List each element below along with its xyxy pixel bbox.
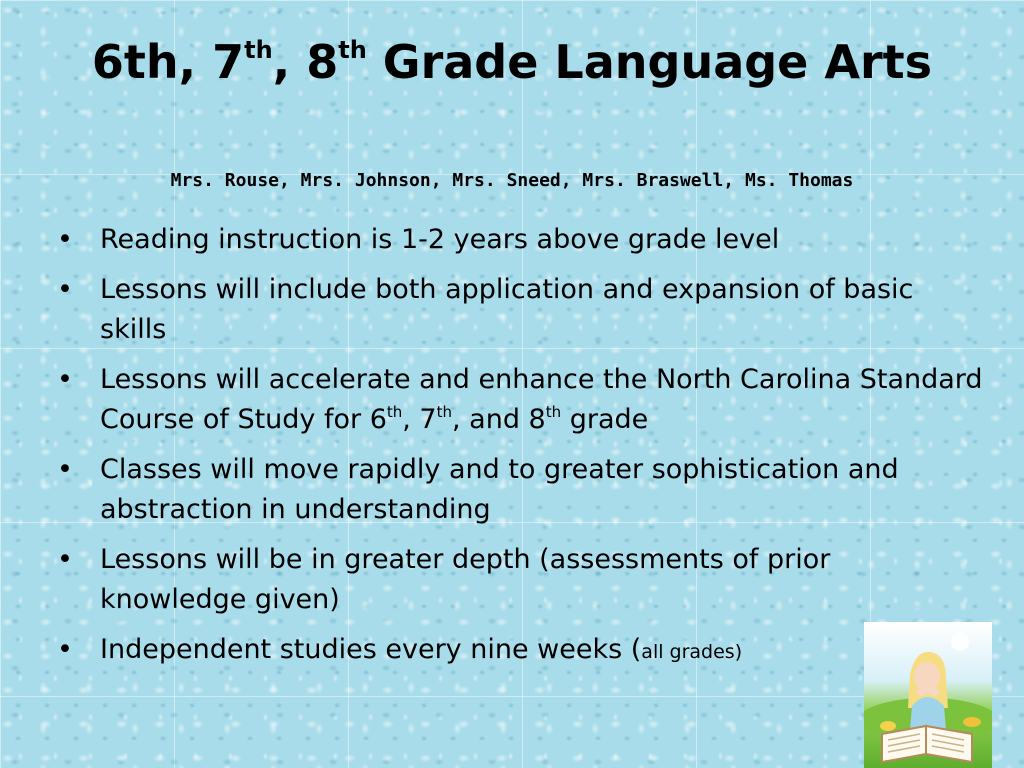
girl-reading-icon xyxy=(864,622,992,768)
bullet-item: • Independent studies every nine weeks (all grades) xyxy=(55,630,985,672)
bullet-glyph: • xyxy=(57,224,73,255)
bullet-item: • Lessons will accelerate and enhance the North Carolina Standard Course of Study for 6th, 7th, and 8th grade xyxy=(55,360,985,440)
bullet-list xyxy=(55,220,985,682)
bullet-item: • Lessons will include both application and expansion of basic skills xyxy=(55,270,985,350)
bullet-item: • Reading instruction is 1-2 years above grade level xyxy=(55,220,985,260)
bullet-glyph: • xyxy=(57,364,73,395)
bullet-glyph: • xyxy=(57,274,73,305)
bullet-item: • Classes will move rapidly and to greater sophistication and abstraction in understanding xyxy=(55,450,985,530)
bullet-glyph: • xyxy=(57,454,73,485)
bullet-glyph: • xyxy=(57,634,73,665)
slide-title: 6th, 7th, 8th Grade Language Arts xyxy=(91,35,933,89)
girl-reading-book-illustration xyxy=(864,622,992,768)
bullet-glyph: • xyxy=(57,544,73,575)
teacher-names: Mrs. Rouse, Mrs. Johnson, Mrs. Sneed, Mrs. Braswell, Ms. Thomas xyxy=(170,170,854,191)
bullet-item: • Lessons will be in greater depth (assessments of prior knowledge given) xyxy=(55,540,985,620)
